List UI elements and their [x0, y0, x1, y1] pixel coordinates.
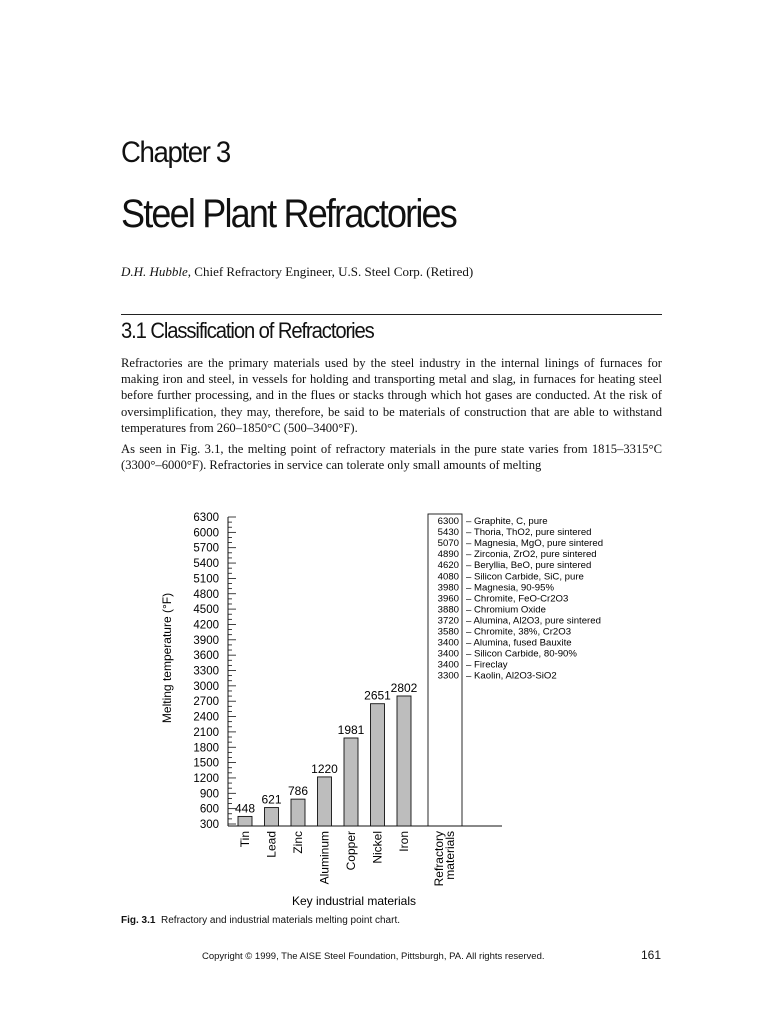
bar-aluminum	[318, 777, 332, 826]
y-tick-label: 3000	[193, 680, 219, 693]
bar-value-label: 448	[234, 801, 256, 816]
refractory-label: – Zirconia, ZrO2, pure sintered	[466, 549, 597, 561]
paragraph-1: Refractories are the primary materials used by the steel industry in the internal linings of furnaces for making iron and steel, in vessels for holding and transporting metal and slag, in furnaces for heating steel before further processing, and in the flues or stacks through which hot gases are conducted. At the risk of oversimplification, they may, therefore, be said to be materials of construction that are able to withstand temperatures from 260–1850°C (500–3400°F).	[121, 356, 662, 435]
page-number: 161	[641, 948, 662, 962]
category-label: Lead	[264, 831, 279, 858]
y-tick-label: 1500	[193, 757, 219, 770]
y-tick-label: 6300	[193, 512, 219, 524]
category-label: Zinc	[291, 831, 305, 854]
y-tick-label: 2100	[193, 726, 219, 739]
y-tick-label: 2400	[193, 711, 219, 724]
refractory-value: 5430	[437, 527, 459, 539]
chapter-heading: Chapter 3	[121, 136, 230, 169]
refractory-label: – Alumina, fused Bauxite	[466, 637, 572, 649]
refractory-label: – Graphite, C, pure	[466, 516, 548, 527]
refractory-label: – Silicon Carbide, 80-90%	[466, 648, 577, 660]
bar-nickel	[371, 704, 385, 826]
refractory-value: 3720	[437, 615, 459, 627]
refractory-value: 3400	[437, 659, 459, 671]
y-tick-label: 4500	[193, 604, 219, 617]
refractory-label: – Chromite, FeO-Cr2O3	[466, 593, 569, 605]
y-tick-label: 6000	[193, 527, 219, 540]
y-tick-label: 3600	[193, 650, 219, 663]
refractory-column-label: Refractory	[432, 831, 446, 887]
y-tick-label: 3300	[193, 665, 219, 678]
refractory-label: – Alumina, Al2O3, pure sintered	[466, 615, 601, 627]
bar-value-label: 1220	[311, 761, 338, 776]
refractory-column	[428, 514, 603, 886]
refractory-label: – Chromite, 38%, Cr2O3	[466, 626, 572, 638]
y-tick-label: 1800	[193, 742, 219, 755]
refractory-label: – Silicon Carbide, SiC, pure	[466, 571, 584, 583]
y-tick-label: 3900	[193, 634, 219, 647]
section-heading: 3.1 Classification of Refractories	[121, 318, 374, 343]
y-tick-label: 5100	[193, 573, 219, 586]
chapter-title: Steel Plant Refractories	[121, 192, 456, 236]
refractory-label: – Beryllia, BeO, pure sintered	[466, 560, 592, 572]
bar-iron	[397, 696, 411, 826]
copyright-footer: Copyright © 1999, The AISE Steel Foundation, Pittsburgh, PA. All rights reserved.	[202, 951, 545, 962]
refractory-value: 3980	[437, 582, 459, 594]
paragraph-2: As seen in Fig. 3.1, the melting point of refractory materials in the pure state varies from 1815–3315°C (3300°–6000°F). Refractories in service can tolerate only small amounts of melting	[121, 442, 662, 473]
figure-caption	[121, 915, 400, 926]
refractory-value: 5070	[437, 538, 459, 550]
bar-lead	[265, 808, 279, 826]
refractory-label: – Thoria, ThO2, pure sintered	[466, 527, 592, 539]
bar-value-label: 621	[261, 792, 282, 807]
refractory-value: 3300	[437, 670, 459, 682]
author-name: D.H. Hubble	[121, 264, 188, 279]
refractory-label: – Chromium Oxide	[466, 604, 546, 616]
refractory-value: 3880	[437, 604, 459, 616]
category-label: Tin	[238, 831, 252, 848]
refractory-value: 3580	[437, 626, 459, 638]
refractory-label: – Kaolin, Al2O3-SiO2	[466, 670, 557, 682]
refractory-value: 4080	[437, 571, 459, 583]
bar-zinc	[291, 799, 305, 826]
bar-tin	[238, 816, 252, 826]
y-tick-label: 600	[199, 803, 219, 816]
refractory-label: – Magnesia, MgO, pure sintered	[466, 538, 604, 550]
bar-value-label: 1981	[337, 722, 365, 737]
x-axis-label: Key industrial materials	[291, 894, 417, 908]
refractory-value: 3960	[437, 593, 459, 605]
y-tick-label: 900	[199, 788, 219, 801]
bar-value-label: 2802	[390, 680, 418, 695]
refractory-value: 4620	[437, 560, 459, 572]
bar-copper	[344, 738, 358, 826]
y-tick-label: 300	[199, 819, 219, 831]
y-tick-label: 4200	[193, 619, 219, 632]
category-label: Aluminum	[317, 831, 332, 885]
bar-value-label: 2651	[364, 688, 391, 703]
refractory-value: 3400	[437, 648, 459, 660]
bar-value-label: 786	[287, 784, 309, 799]
author-affiliation: , Chief Refractory Engineer, U.S. Steel Corp. (Retired)	[187, 264, 474, 279]
refractory-column-label: materials	[443, 831, 457, 880]
refractory-value: 4890	[437, 549, 459, 561]
refractory-value: 3400	[437, 637, 459, 649]
refractory-value: 6300	[437, 516, 459, 527]
y-tick-label: 2700	[193, 696, 219, 709]
refractory-label: – Magnesia, 90-95%	[466, 582, 554, 594]
y-axis-label: Melting temperature (°F)	[160, 592, 174, 724]
y-tick-label: 1200	[193, 772, 219, 785]
y-tick-label: 5400	[193, 558, 219, 571]
refractory-label: – Fireclay	[466, 659, 508, 671]
category-label: Iron	[397, 831, 411, 852]
bars	[235, 681, 418, 884]
y-tick-label: 4800	[193, 588, 219, 601]
category-label: Copper	[344, 831, 358, 871]
y-tick-label: 5700	[193, 542, 219, 555]
figure-label: Fig. 3.1	[121, 915, 156, 926]
category-label: Nickel	[370, 831, 385, 864]
figure-caption-text: Refractory and industrial materials melting point chart.	[161, 915, 401, 926]
